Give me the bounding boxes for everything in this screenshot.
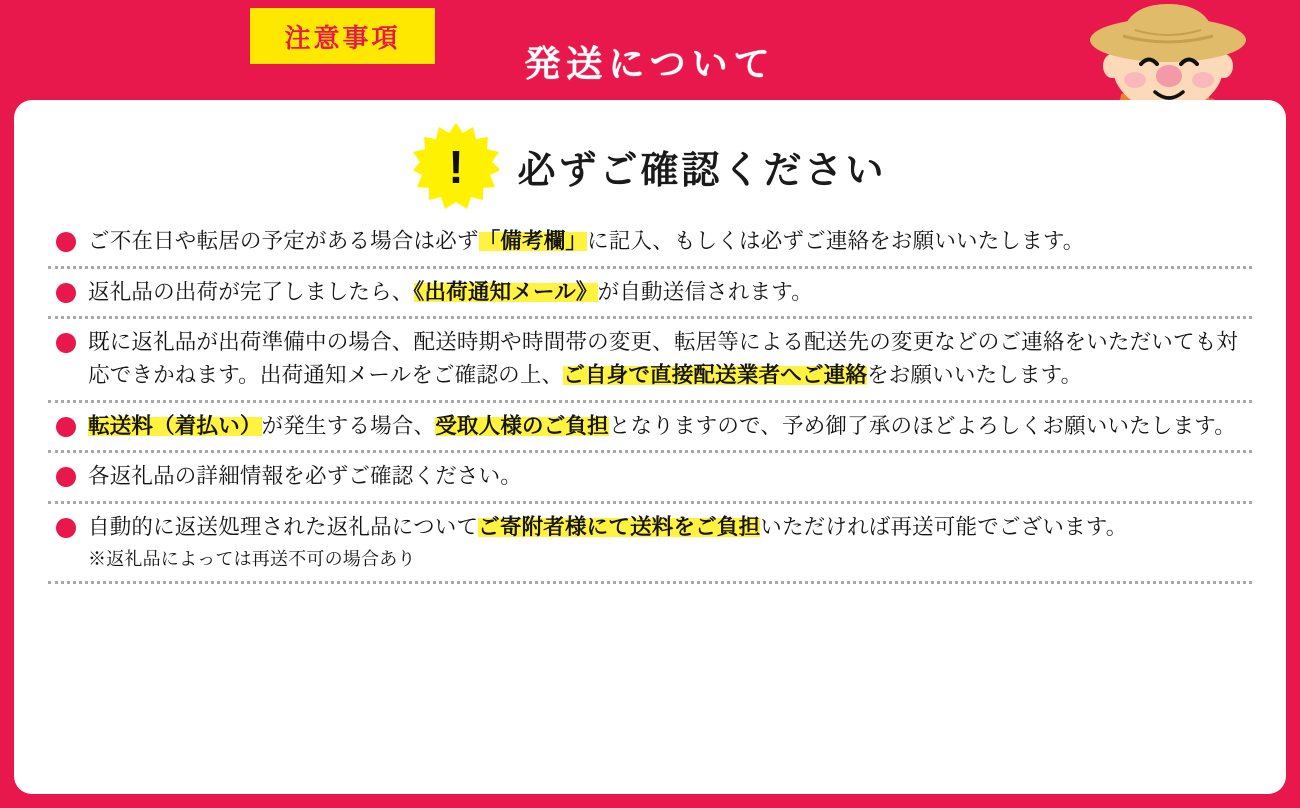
notice-part: 既に返礼品が出荷準備中の場合、配送時期や時間帯の変更、転居等による配送先の変更などのご連絡をいただいても対応できかねます。出荷通知メールをご確認の上、 xyxy=(88,330,1239,388)
exclamation-burst-icon xyxy=(413,123,499,209)
notice-part-highlight: 転送料（着払い） xyxy=(88,413,262,438)
notice-part: いただければ再送可能でございます。 xyxy=(760,515,1128,540)
notice-card xyxy=(14,100,1286,794)
notice-part: をお願いいたします。 xyxy=(867,363,1083,388)
notice-part-highlight: 《出荷通知メール》 xyxy=(413,279,598,304)
bullet-icon xyxy=(56,417,76,437)
bullet-icon xyxy=(56,518,76,538)
notice-part: が発生する場合、 xyxy=(261,413,436,438)
poster-header xyxy=(0,0,1300,100)
bullet-icon xyxy=(56,333,76,353)
svg-text:!: ! xyxy=(448,141,465,193)
notice-part: が自動送信されます。 xyxy=(597,279,813,304)
notice-part: 各返礼品の詳細情報を必ずご確認ください。 xyxy=(88,464,523,489)
bullet-icon xyxy=(56,467,76,487)
notice-part: に記入、もしくは必ずご連絡をお願いいたします。 xyxy=(587,229,1085,253)
notice-subnote: ※返礼品によっては再送不可の場合あり xyxy=(88,548,416,569)
notice-list xyxy=(48,218,1252,584)
list-item xyxy=(48,403,1252,454)
notice-text xyxy=(88,225,1085,258)
notice-part-highlight: 「備考欄」 xyxy=(478,229,588,253)
subheading xyxy=(48,118,1252,214)
notice-part-highlight: ご寄附者様にて送料をご負担 xyxy=(478,515,761,540)
notice-text xyxy=(88,460,522,493)
notice-text xyxy=(88,326,1252,391)
notice-text xyxy=(88,276,813,309)
list-item xyxy=(48,504,1252,584)
notice-text xyxy=(88,511,1127,573)
notice-part: 自動的に返送処理された返礼品について xyxy=(88,515,479,540)
list-item xyxy=(48,319,1252,402)
notice-part-highlight: ご自身で直接配送業者へご連絡 xyxy=(563,363,868,388)
bullet-icon xyxy=(56,283,76,303)
notice-part: となりますので、予め御了承のほどよろしくお願いいたします。 xyxy=(608,413,1236,438)
notice-part: 返礼品の出荷が完了しましたら、 xyxy=(88,279,414,304)
notice-tag-label: 注意事項 xyxy=(284,22,401,53)
bullet-icon xyxy=(56,232,76,252)
notice-part-highlight: 受取人様のご負担 xyxy=(435,413,609,438)
notice-part: ご不在日や転居の予定がある場合は必ず xyxy=(88,229,479,253)
notice-text xyxy=(88,410,1236,443)
page-title: 発送について xyxy=(524,43,776,84)
list-item xyxy=(48,453,1252,504)
list-item xyxy=(48,269,1252,320)
subheading-text: 必ずご確認ください xyxy=(517,149,887,192)
list-item xyxy=(48,218,1252,269)
